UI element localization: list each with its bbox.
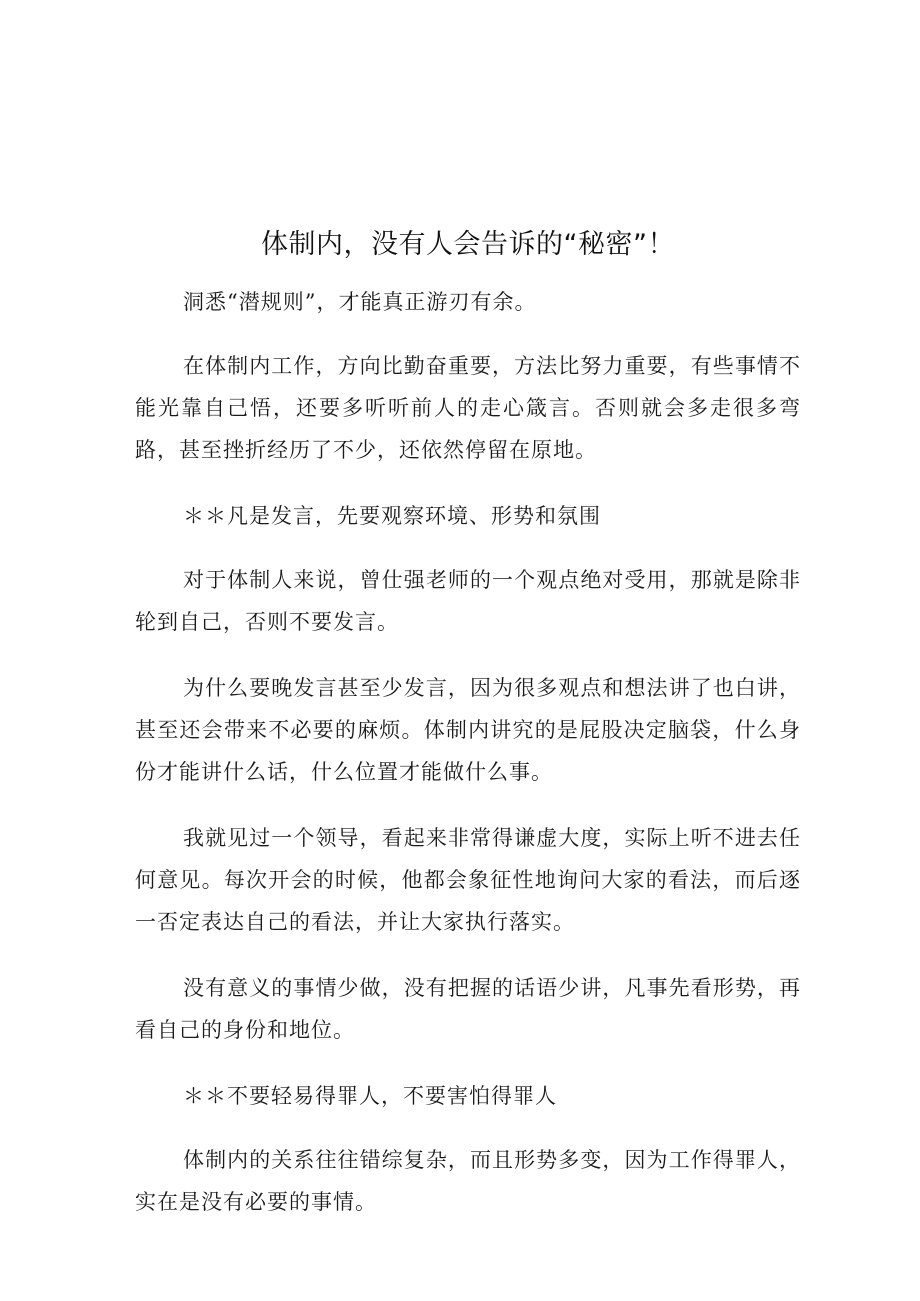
section-heading-speaking: ＊＊凡是发言，先要观察环境、形势和氛围 [183,504,601,528]
paragraph: 体制内的关系往往错综复杂，而且形势多变，因为工作得罪人，实在是没有必要的事情。 [135,1148,801,1214]
paragraph: 没有意义的事情少做，没有把握的话语少讲，凡事先看形势，再看自己的身份和地位。 [135,976,801,1042]
paragraph: 为什么要晚发言甚至少发言，因为很多观点和想法讲了也白讲，甚至还会带来不必要的麻烦。体制内讲究的是屁股决定脑袋，什么身份才能讲什么话，什么位置才能做什么事。 [135,676,801,784]
section-heading-offending: ＊＊不要轻易得罪人，不要害怕得罪人 [183,1084,557,1108]
document-title: 体制内，没有人会告诉的“秘密”！ [261,229,675,260]
paragraph-intro: 洞悉“潜规则”，才能真正游刃有余。 [183,290,537,314]
paragraph: 在体制内工作，方向比勤奋重要，方法比努力重要，有些事情不能光靠自己悟，还要多听听前人的走心箴言。否则就会多走很多弯路，甚至挫折经历了不少，还依然停留在原地。 [135,354,801,462]
paragraph: 对于体制人来说，曾仕强老师的一个观点绝对受用，那就是除非轮到自己，否则不要发言。 [135,568,801,634]
paragraph: 我就见过一个领导，看起来非常得谦虚大度，实际上听不进去任何意见。每次开会的时候，他都会象征性地询问大家的看法，而后逐一否定表达自己的看法，并让大家执行落实。 [135,826,801,934]
document-body [135,223,801,1247]
